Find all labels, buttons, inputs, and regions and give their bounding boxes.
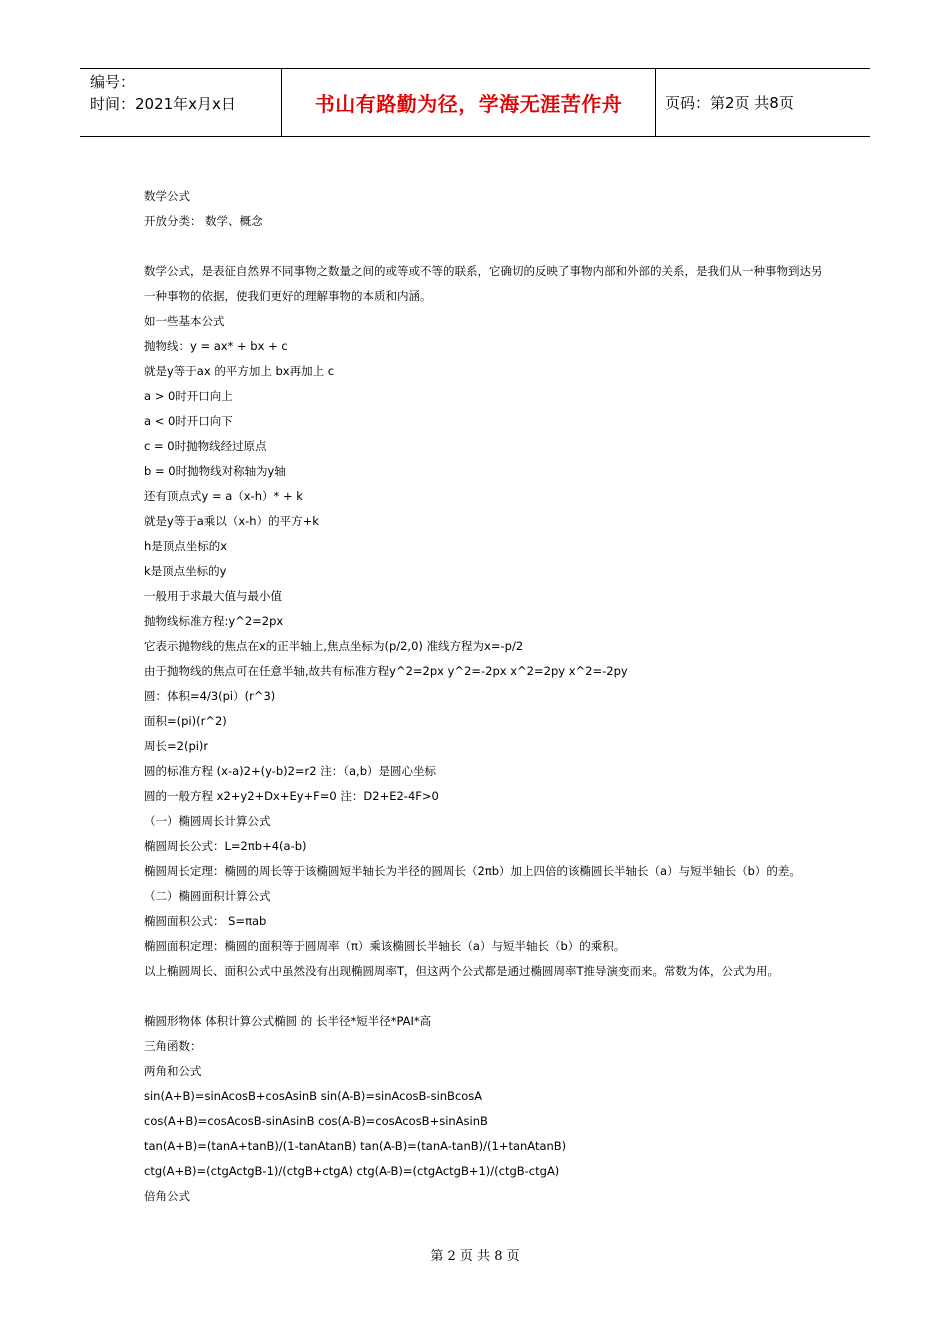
number-label: 编号： — [90, 73, 136, 91]
blank-line — [144, 984, 824, 1009]
body-line: 圆：体积=4/3(pi）(r^3) — [144, 689, 276, 703]
body-line: 椭圆周长公式：L=2πb+4(a-b) — [144, 839, 307, 853]
body-line: b = 0时抛物线对称轴为y轴 — [144, 464, 286, 478]
body-line: 圆的标准方程 (x-a)2+(y-b)2=r2 注：（a,b）是圆心坐标 — [144, 764, 437, 778]
header-divider — [655, 69, 656, 136]
body-line: 由于抛物线的焦点可在任意半轴,故共有标准方程y^2=2px y^2=-2px x^2=2py x^2=-2py — [144, 664, 628, 678]
body-line: 椭圆面积定理：椭圆的面积等于圆周率（π）乘该椭圆长半轴长（a）与短半轴长（b）的乘积。 — [144, 939, 626, 953]
body-line: 开放分类： 数学、概念 — [144, 214, 263, 228]
body-line: a < 0时开口向下 — [144, 414, 233, 428]
header-info — [90, 71, 280, 115]
document-body — [144, 184, 824, 1209]
body-line: 周长=2(pi)r — [144, 739, 209, 753]
body-line: 三角函数： — [144, 1039, 202, 1053]
body-line: （一）椭圆周长计算公式 — [144, 814, 271, 828]
body-line: 椭圆周长定理：椭圆的周长等于该椭圆短半轴长为半径的圆周长（2πb）加上四倍的该椭圆长半轴长（a）与短半轴长（b）的差。 — [144, 864, 801, 878]
body-line: 一般用于求最大值与最小值 — [144, 589, 282, 603]
body-line: cos(A+B)=cosAcosB-sinAsinB cos(A-B)=cosAcosB+sinAsinB — [144, 1114, 488, 1128]
header-page-label: 页码：第2页 共8页 — [665, 94, 794, 112]
body-line: 抛物线标准方程:y^2=2px — [144, 614, 284, 628]
body-line: 面积=(pi)(r^2) — [144, 714, 227, 728]
body-line: ctg(A+B)=(ctgActgB-1)/(ctgB+ctgA) ctg(A-B)=(ctgActgB+1)/(ctgB-ctgA) — [144, 1164, 560, 1178]
body-line: tan(A+B)=(tanA+tanB)/(1-tanAtanB) tan(A-B)=(tanA-tanB)/(1+tanAtanB) — [144, 1139, 567, 1153]
body-line: h是顶点坐标的x — [144, 539, 228, 553]
page-footer: 第 2 页 共 8 页 — [430, 1249, 520, 1264]
body-line: 它表示抛物线的焦点在x的正半轴上,焦点坐标为(p/2,0) 准线方程为x=-p/2 — [144, 639, 524, 653]
header-motto: 书山有路勤为径，学海无涯苦作舟 — [314, 92, 623, 116]
body-line: 椭圆面积公式： S=πab — [144, 914, 267, 928]
body-line: （二）椭圆面积计算公式 — [144, 889, 271, 903]
body-line: 数学公式，是表征自然界不同事物之数量之间的或等或不等的联系，它确切的反映了事物内部和外部的关系，是我们从一种事物到达另一种事物的依据，使我们更好的理解事物的本质和内涵。 — [144, 264, 823, 303]
body-line: 就是y等于ax 的平方加上 bx再加上 c — [144, 364, 335, 378]
body-line: 两角和公式 — [144, 1064, 202, 1078]
body-line: 还有顶点式y = a（x-h）* + k — [144, 489, 303, 503]
body-line: 椭圆形物体 体积计算公式椭圆 的 长半径*短半径*PAI*高 — [144, 1014, 432, 1028]
body-line: 倍角公式 — [144, 1189, 190, 1203]
body-line: k是顶点坐标的y — [144, 564, 227, 578]
document-title: 数学公式 — [144, 189, 190, 203]
page-header — [80, 68, 870, 137]
body-line: 如一些基本公式 — [144, 314, 225, 328]
body-line: 以上椭圆周长、面积公式中虽然没有出现椭圆周率T，但这两个公式都是通过椭圆周率T推导演变而来。常数为体，公式为用。 — [144, 964, 780, 978]
body-line: a > 0时开口向上 — [144, 389, 233, 403]
body-line: sin(A+B)=sinAcosB+cosAsinB sin(A-B)=sinAcosB-sinBcosA — [144, 1089, 483, 1103]
body-line: c = 0时抛物线经过原点 — [144, 439, 267, 453]
body-line: 圆的一般方程 x2+y2+Dx+Ey+F=0 注：D2+E2-4F>0 — [144, 789, 439, 803]
body-line: 就是y等于a乘以（x-h）的平方+k — [144, 514, 319, 528]
time-label: 时间：2021年x月x日 — [90, 95, 236, 113]
blank-line — [144, 234, 824, 259]
body-line: 抛物线：y = ax* + bx + c — [144, 339, 288, 353]
